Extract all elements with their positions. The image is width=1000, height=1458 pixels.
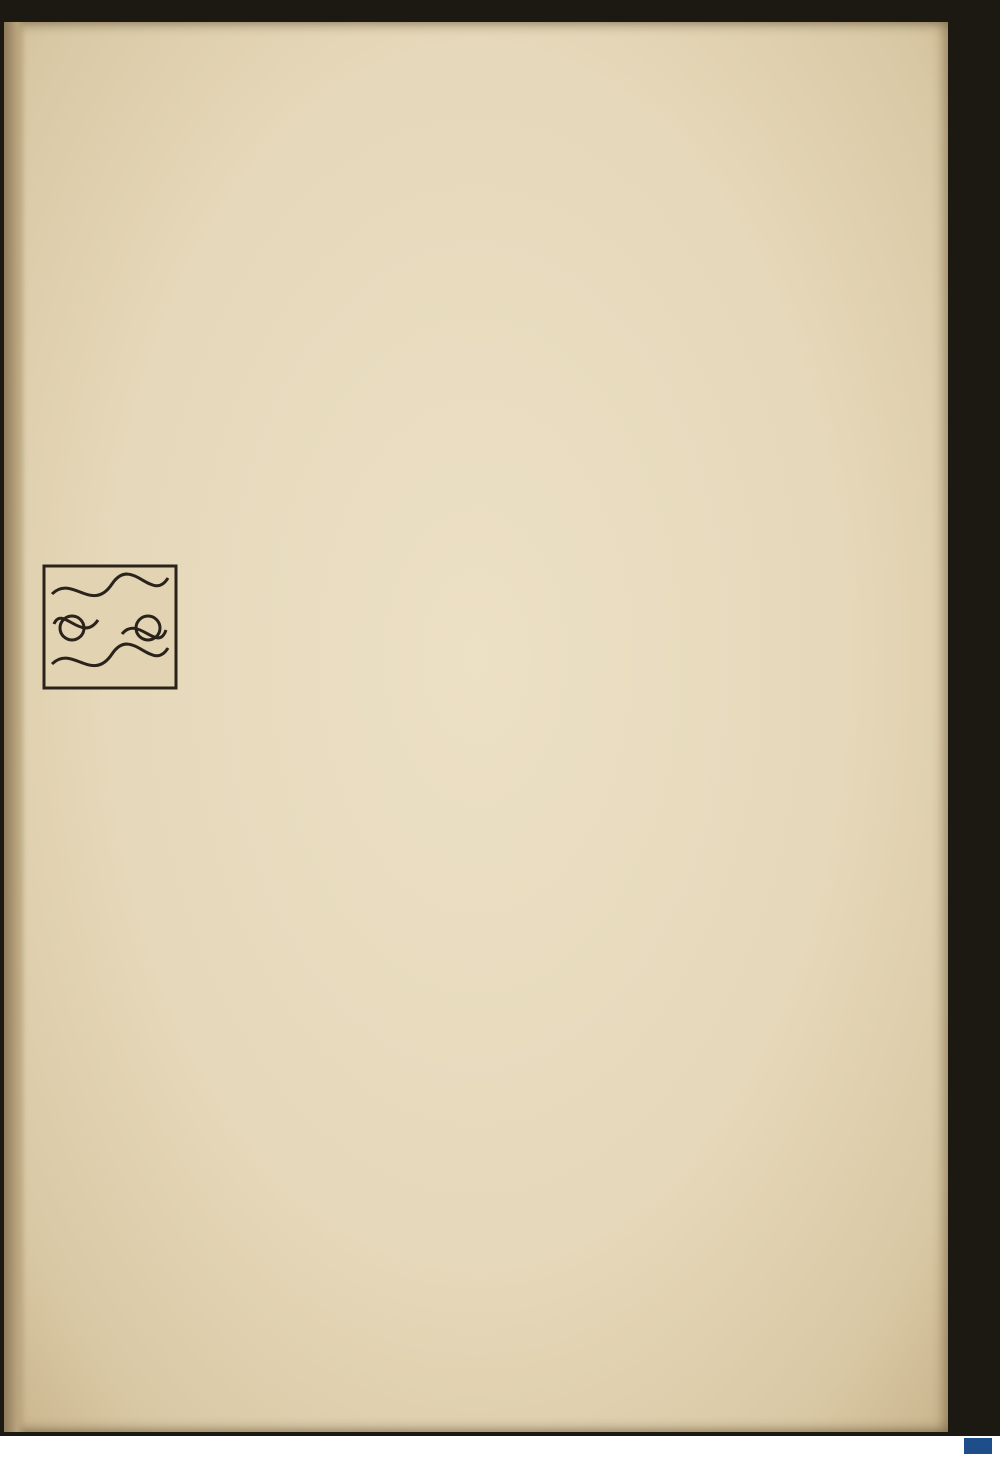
book-page: [4, 22, 948, 1432]
footer-bar: [0, 1436, 1000, 1458]
decorated-initial: [42, 564, 178, 690]
dfg-logo: [964, 1438, 992, 1454]
ornamental-headpiece: [40, 72, 750, 252]
page-gutter: [4, 22, 26, 1432]
